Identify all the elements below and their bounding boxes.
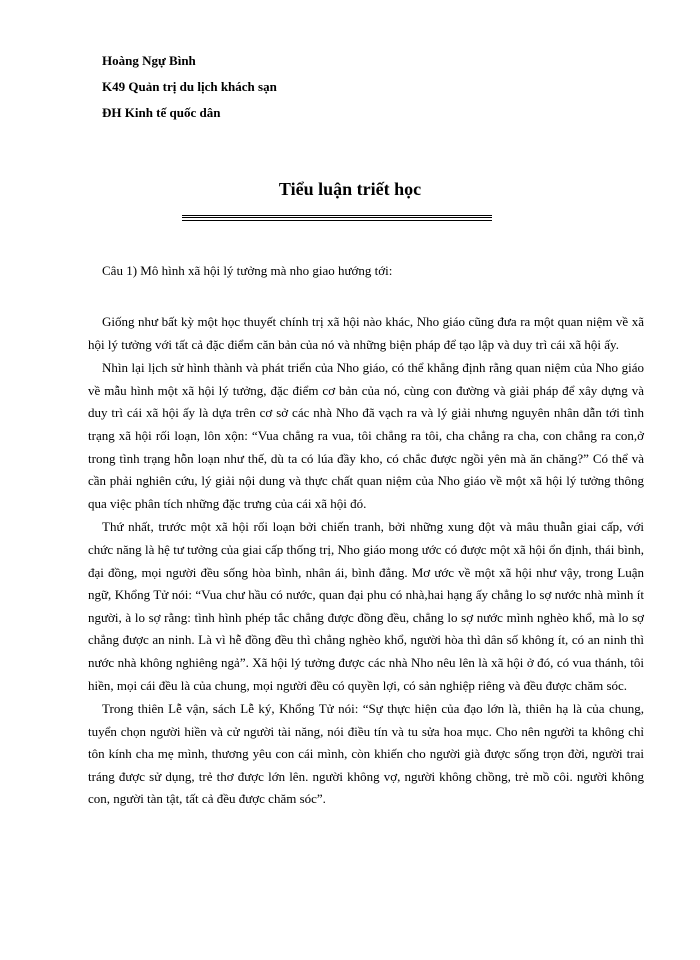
paragraph-1: Giống như bất kỳ một học thuyết chính trị xã hội nào khác, Nho giáo cũng đưa ra một quan niệm về xã hội lý tưởng với tất cả đặc điểm căn bản của nó và những biện pháp để tạo lập và duy trì cái xã hội ấy. xyxy=(88,314,644,352)
paragraph-4: Trong thiên Lễ vận, sách Lễ ký, Khổng Tử nói: “Sự thực hiện của đạo lớn là, thiên hạ là của chung, tuyển chọn người hiền và cử người tài năng, nói điều tín và tu sửa hoa mục. Cho nên người ta không chỉ tôn kính cha mẹ mình, thương yêu con cái mình, còn khiến cho người già được sống trọn đời, người trai tráng được sử dụng, trẻ thơ được lớn lên. người không vợ, người không chồng, trẻ mồ côi. người không con, người tàn tật, tất cả đều được chăm sóc”. xyxy=(88,701,644,807)
paragraph-3: Thứ nhất, trước một xã hội rối loạn bởi chiến tranh, bởi những xung đột và mâu thuẫn giai cấp, với chức năng là hệ tư tưởng của giai cấp thống trị, Nho giáo mong ước có được một xã hội ổn định, thái bình, đại đồng, mọi người đều sống hòa bình, nhân ái, bình đẳng. Mơ ước về một xã hội như vậy, trong Luận ngữ, Khổng Tử nói: “Vua chư hầu có nước, quan đại phu có nhà,hai hạng ấy chẳng lo sợ nước nhà mình ít người, à lo sợ rằng: tình hình phép tắc chẳng được đồng đều, chẳng lo sợ nước mình nghèo khổ, mà lo sợ chẳng được an ninh. Là vì hễ đồng đều thì chẳng nghèo khổ, người hòa thì dân số không ít, có an ninh thì nước nhà không nghiêng ngả”. Xã hội lý tưởng được các nhà Nho nêu lên là xã hội ở đó, có vua thánh, tôi hiền, mọi cái đều là của chung, mọi người đều có quyền lợi, có sản nghiệp riêng và đều được chăm sóc. xyxy=(88,519,644,693)
document-title: Tiểu luận triết học xyxy=(278,179,422,199)
title-divider-middle-line xyxy=(182,217,492,218)
author-university: ĐH Kinh tế quốc dân xyxy=(102,105,221,120)
question-heading: Câu 1) Mô hình xã hội lý tưởng mà nho giao hướng tới: xyxy=(102,263,393,278)
author-name: Hoàng Ngự Bình xyxy=(102,53,196,68)
title-divider xyxy=(182,215,492,221)
author-class: K49 Quản trị du lịch khách sạn xyxy=(102,79,277,94)
paragraph-2: Nhìn lại lịch sử hình thành và phát triển của Nho giáo, có thể khẳng định rằng quan niệm của Nho giáo về mẫu hình một xã hội lý tưởng, đặc điểm cơ bản của nó, cùng con đường và giải pháp để xây dựng và duy trì cái xã hội ấy là dựa trên cơ sở các nhà Nho đã vạch ra và lý giải nhưng nguyên nhân dẫn tới tình trạng xã hội rối loạn, lôn xộn: “Vua chẳng ra vua, tôi chẳng ra tôi, cha chẳng ra cha, con chẳng ra con,ở trong tình trạng hỗn loạn như thế, dù ta có lúa đầy kho, có chắc được ngồi yên mà ăn chăng?” Có thể và cần phải nghiên cứu, lý giải nội dung và thực chất quan niệm của Nho giáo về một xã hội lý tưởng thông qua việc phân tích những đặc trưng của cái xã hội đó. xyxy=(88,360,644,511)
essay-body xyxy=(88,311,644,812)
author-block xyxy=(102,52,277,130)
